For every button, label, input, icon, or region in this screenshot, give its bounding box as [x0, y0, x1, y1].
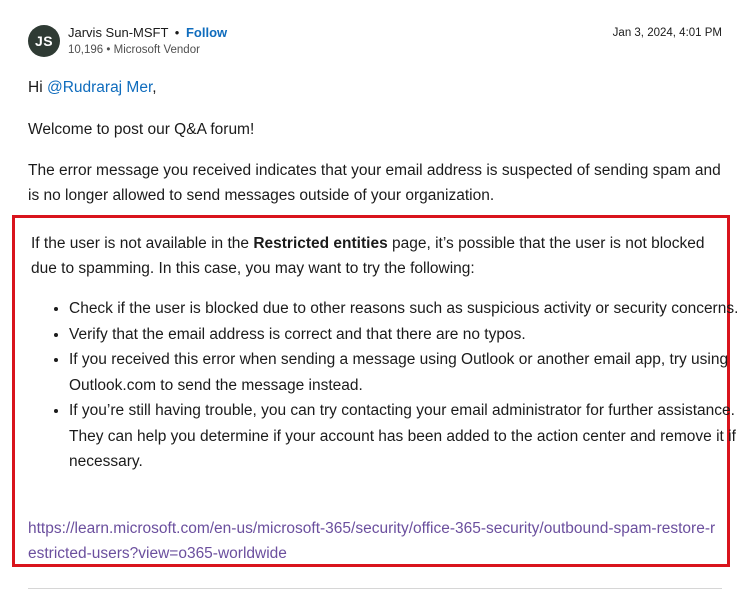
author-role: Microsoft Vendor — [113, 44, 200, 56]
troubleshooting-list — [31, 296, 750, 475]
greeting — [28, 75, 728, 100]
error-explanation: The error message you received indicates that your email address is suspected of sending spam and is no longer allowed to send messages outside of your organization. — [28, 162, 721, 204]
author-line — [68, 25, 227, 41]
list-item: • Verify that the email address is correct and that there are no typos. — [69, 322, 750, 348]
avatar[interactable]: JS — [28, 25, 60, 57]
list-item: • If you received this error when sending a message using Outlook or another email app, try using Outlook.com to send the message instead. — [69, 347, 750, 398]
greeting-prefix: Hi — [28, 79, 47, 96]
list-item: • Check if the user is blocked due to other reasons such as suspicious activity or security concerns. — [69, 296, 750, 322]
author-separator: • — [174, 25, 180, 40]
divider — [28, 588, 722, 589]
list-item: • If you’re still having trouble, you can try contacting your email administrator for further assistance. They can help you determine if your account has been added to the action center and remove it if necessary. — [69, 398, 750, 475]
intro-after: page, it’s possible that the user is not blocked due to spamming. In this case, you may want to try the following: — [31, 235, 705, 277]
post-timestamp: Jan 3, 2024, 4:01 PM — [612, 27, 722, 39]
follow-link[interactable]: Follow — [185, 25, 228, 40]
highlighted-section — [12, 215, 739, 567]
user-mention-link[interactable]: @Rudraraj Mer — [46, 79, 153, 96]
restricted-entities-intro — [31, 231, 721, 281]
welcome-text: Welcome to post our Q&A forum! — [28, 121, 255, 138]
docs-link[interactable]: https://learn.microsoft.com/en-us/microsoft-365/security/office-365-security/outbound-spam-restore-restricted-users?view=o365-worldwide — [28, 520, 716, 562]
author-meta — [68, 43, 200, 57]
greeting-suffix: , — [152, 79, 157, 96]
restricted-entities-bold: Restricted entities — [253, 235, 388, 252]
meta-separator: • — [106, 44, 111, 56]
intro-before: If the user is not available in the — [31, 235, 254, 252]
author-name[interactable]: Jarvis Sun-MSFT — [68, 25, 169, 40]
reputation-score: 10,196 — [68, 44, 104, 56]
